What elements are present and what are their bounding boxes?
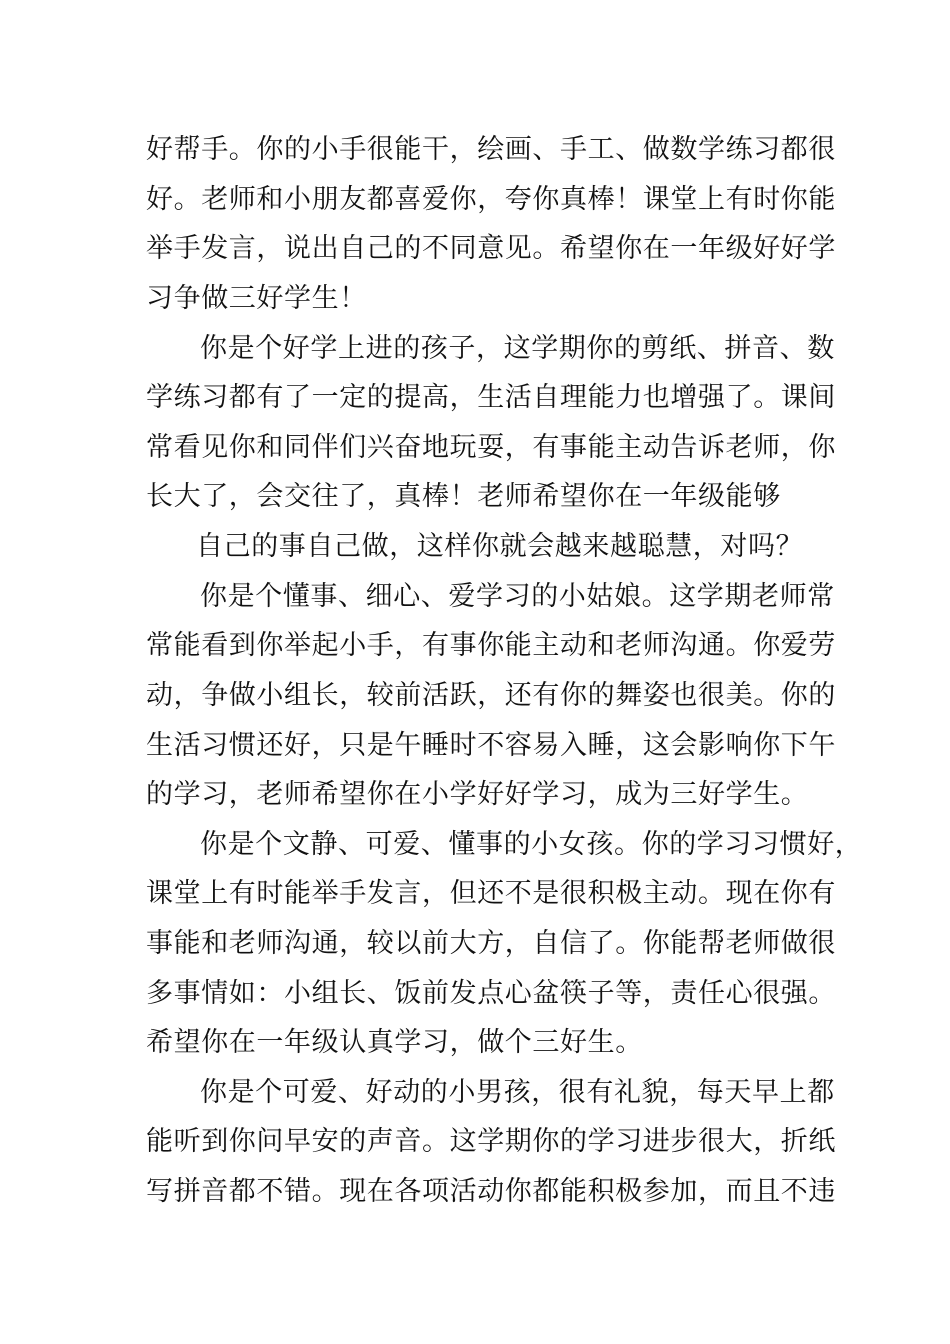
text-line: 举手发言，说出自己的不同意见。希望你在一年级好好学 [146, 233, 836, 264]
text-line: 生活习惯还好，只是午睡时不容易入睡，这会影响你下午 [146, 730, 836, 761]
text-line: 习争做三好学生！ [146, 283, 367, 314]
text-line: 学练习都有了一定的提高，生活自理能力也增强了。课间 [146, 382, 836, 413]
text-line: 好。老师和小朋友都喜爱你，夸你真棒！课堂上有时你能 [146, 184, 836, 215]
text-line: 常看见你和同伴们兴奋地玩耍，有事能主动告诉老师，你 [146, 432, 836, 463]
paragraph-first-line: 自己的事自己做，这样你就会越来越聪慧，对吗？ [196, 531, 804, 562]
text-line: 长大了，会交往了，真棒！老师希望你在一年级能够 [146, 481, 781, 512]
text-line: 常能看到你举起小手，有事你能主动和老师沟通。你爱劳 [146, 630, 836, 661]
text-line: 事能和老师沟通，较以前大方，自信了。你能帮老师做很 [146, 928, 836, 959]
text-line: 课堂上有时能举手发言，但还不是很积极主动。现在你有 [146, 878, 836, 909]
paragraph-first-line: 你是个文静、可爱、懂事的小女孩。你的学习习惯好， [200, 829, 863, 860]
paragraph-first-line: 你是个懂事、细心、爱学习的小姑娘。这学期老师常 [200, 581, 835, 612]
text-line: 好帮手。你的小手很能干，绘画、手工、做数学练习都很 [146, 134, 836, 165]
text-line: 希望你在一年级认真学习，做个三好生。 [146, 1027, 643, 1058]
text-line: 的学习，老师希望你在小学好好学习，成为三好学生。 [146, 779, 809, 810]
text-line: 写拼音都不错。现在各项活动你都能积极参加，而且不违 [146, 1176, 836, 1207]
text-line: 能听到你问早安的声音。这学期你的学习进步很大，折纸 [146, 1126, 836, 1157]
text-line: 多事情如：小组长、饭前发点心盆筷子等，责任心很强。 [146, 978, 836, 1009]
paragraph-first-line: 你是个好学上进的孩子，这学期你的剪纸、拼音、数 [200, 333, 835, 364]
text-line: 动，争做小组长，较前活跃，还有你的舞姿也很美。你的 [146, 680, 836, 711]
paragraph-first-line: 你是个可爱、好动的小男孩，很有礼貌，每天早上都 [200, 1077, 835, 1108]
